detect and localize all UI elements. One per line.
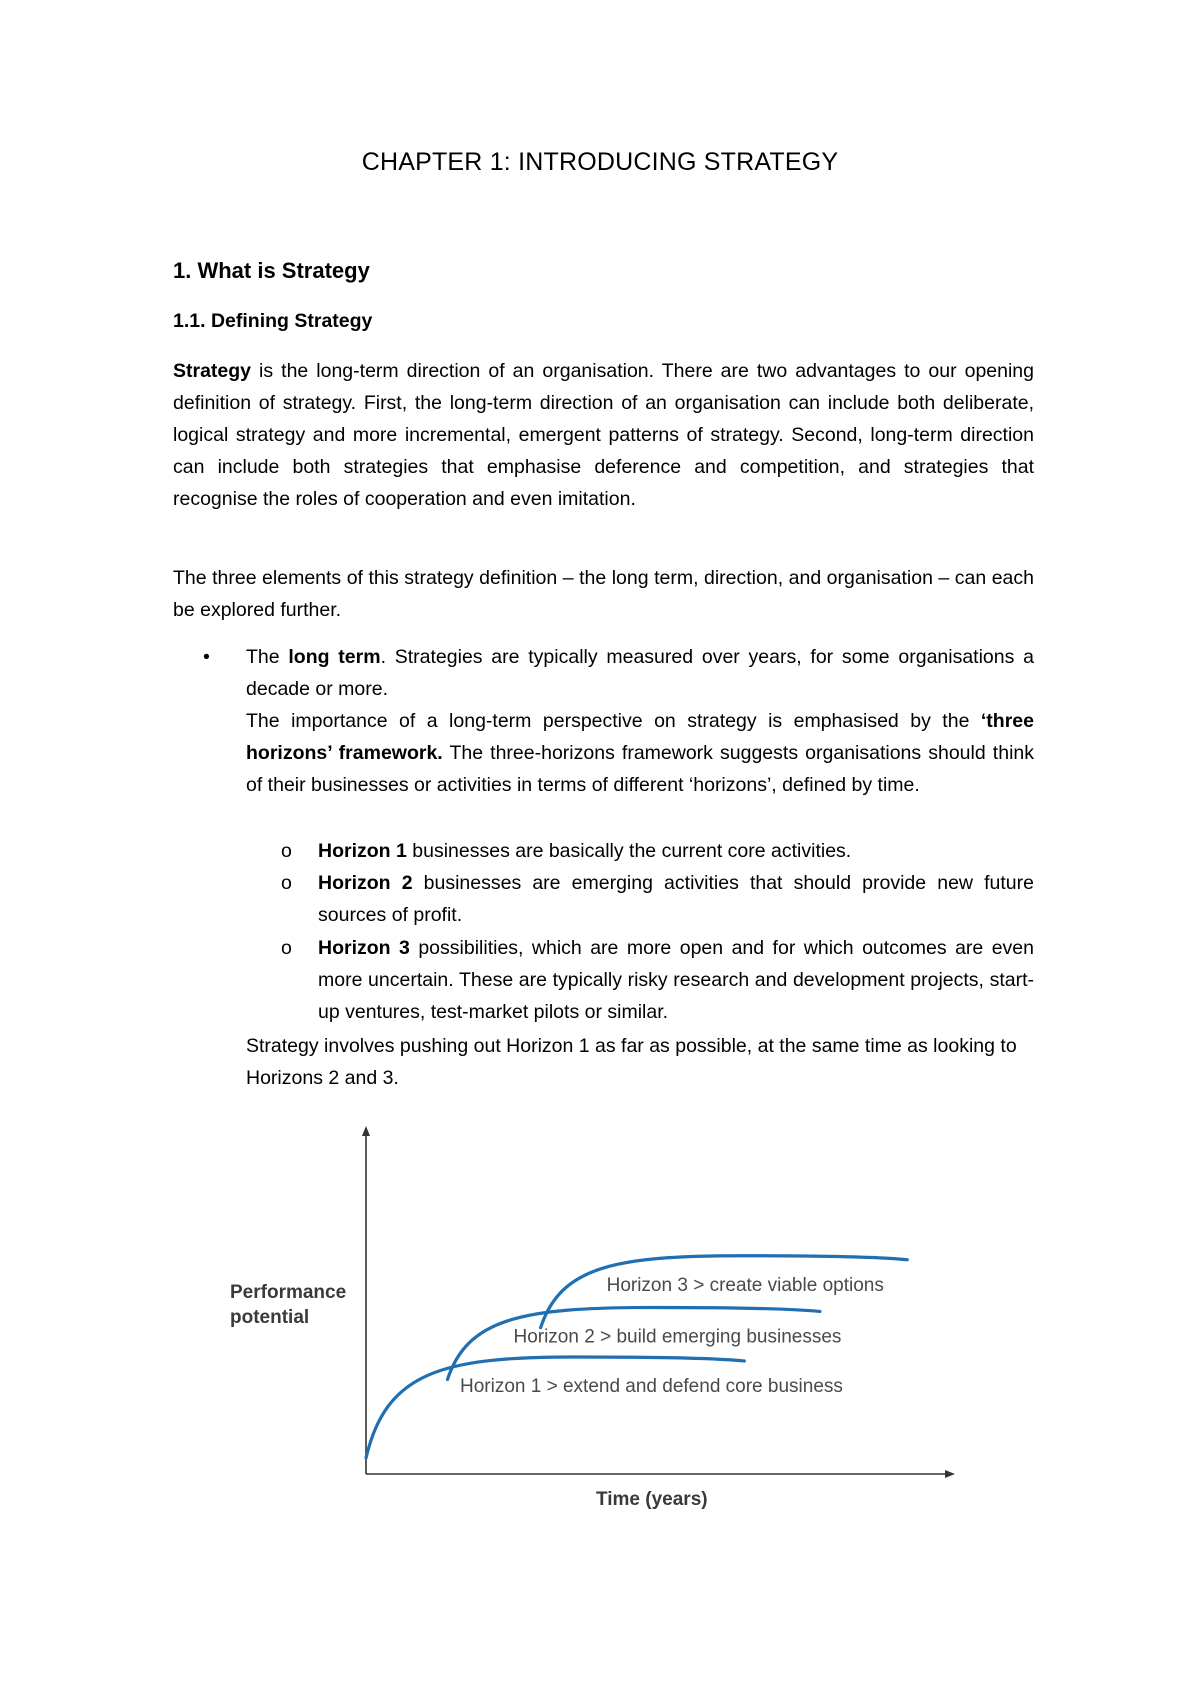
- y-axis-label-line: Performance: [230, 1282, 347, 1303]
- horizon-term: Horizon 1: [318, 840, 407, 862]
- definition-term: Strategy: [173, 360, 252, 382]
- y-axis-label-line: potential: [230, 1307, 310, 1328]
- section-heading: 1. What is Strategy: [173, 258, 370, 283]
- horizon-term: Horizon 2: [318, 872, 413, 894]
- y-axis-arrow: [362, 1126, 370, 1136]
- chart-axes: [362, 1126, 955, 1478]
- horizon-1-curve: [366, 1357, 744, 1458]
- horizons-term: ‘three horizons’ framework.: [246, 710, 1034, 764]
- bullet-term: long term: [288, 646, 381, 668]
- sub-bullet-marker: o: [281, 937, 292, 959]
- horizon-text: possibilities, which are more open and for which outcomes are even more uncertain. These are typically risky research and development projects, start-up ventures, test-market pilots or similar.: [318, 937, 1034, 1023]
- elements-paragraph: The three elements of this strategy definition – the long term, direction, and organisation – can each be explored further.: [173, 567, 1034, 621]
- horizon-1-label: Horizon 1 > extend and defend core business: [460, 1376, 843, 1397]
- bullet-lead: The: [246, 646, 289, 668]
- horizons-text: The three-horizons framework suggests organisations should think of their businesses or activities in terms of different ‘horizons’, defined by time.: [246, 742, 1034, 796]
- horizon-text: businesses are basically the current core activities.: [406, 840, 852, 862]
- bullet-text: . Strategies are typically measured over years, for some organisations a decade or more.: [246, 646, 1034, 700]
- y-axis-label: [230, 1282, 346, 1328]
- closing-paragraph: Strategy involves pushing out Horizon 1 as far as possible, at the same time as looking to Horizons 2 and 3.: [246, 1035, 1017, 1089]
- x-axis-label: Time (years): [596, 1489, 708, 1510]
- sub-bullet-marker: o: [281, 840, 292, 862]
- chapter-title: CHAPTER 1: INTRODUCING STRATEGY: [361, 148, 839, 176]
- horizon-text: businesses are emerging activities that should provide new future sources of profit.: [318, 872, 1034, 926]
- horizon-term: Horizon 3: [318, 937, 410, 959]
- horizons-lead: The importance of a long-term perspective on strategy is emphasised by the: [246, 710, 981, 732]
- horizon-3-label: Horizon 3 > create viable options: [606, 1274, 884, 1296]
- x-axis-arrow: [945, 1470, 955, 1478]
- subsection-heading: 1.1. Defining Strategy: [173, 310, 373, 332]
- definition-text: is the long-term direction of an organisation. There are two advantages to our opening definition of strategy. First, the long-term direction of an organisation can include both deliberate, logical strategy and more incremental, emergent patterns of strategy. Second, long-term direction can include both strategies that emphasise deference and competition, and strategies that recognise the roles of cooperation and even imitation.: [173, 360, 1034, 510]
- sub-bullet-marker: o: [281, 872, 292, 894]
- bullet-marker: •: [203, 646, 210, 668]
- horizon-2-label: Horizon 2 > build emerging businesses: [513, 1326, 842, 1348]
